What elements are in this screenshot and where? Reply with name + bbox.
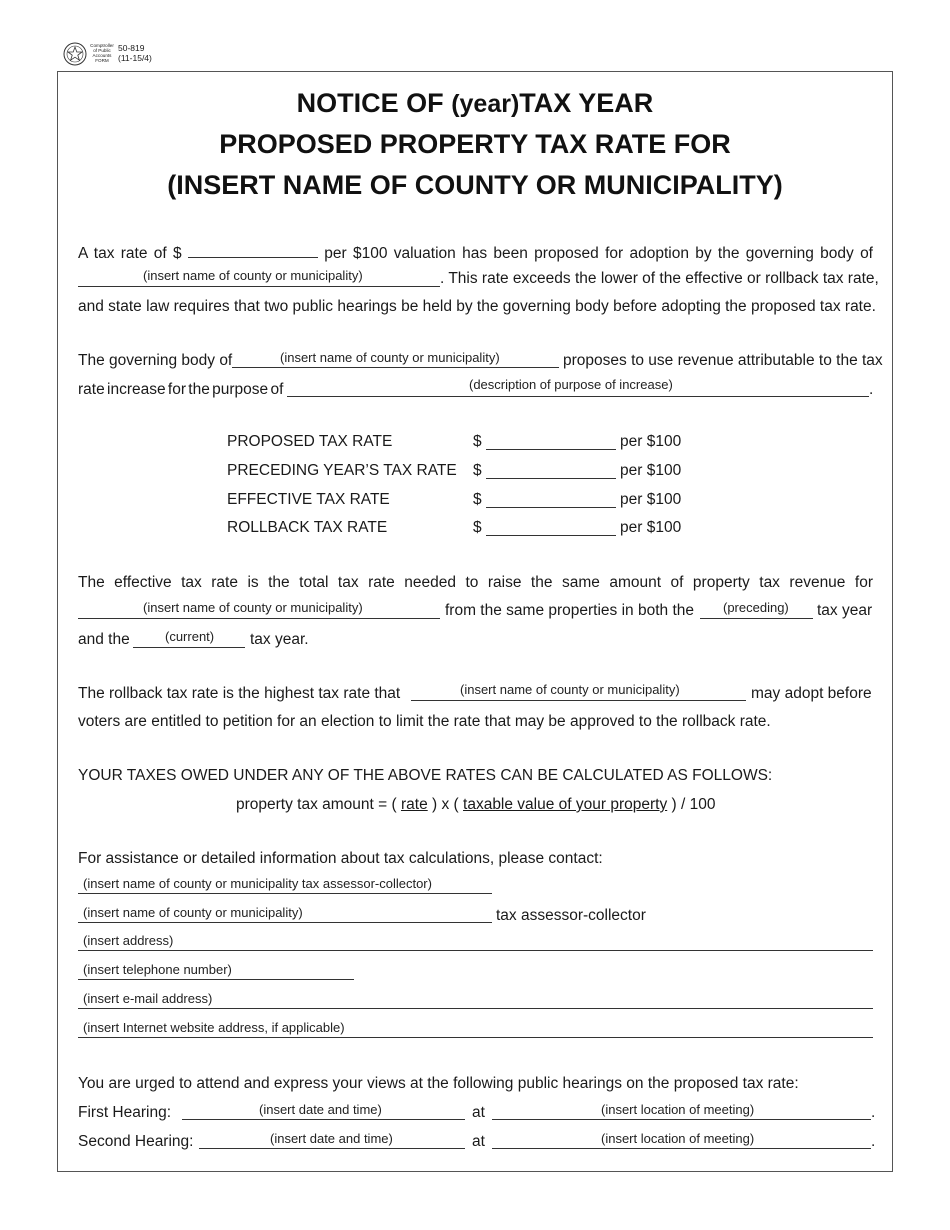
rate-currency: $ bbox=[473, 462, 482, 479]
para2-period: . bbox=[869, 381, 874, 398]
contact-assessor-title: tax assessor-collector bbox=[496, 907, 646, 924]
second-hearing-location-hint: (insert location of meeting) bbox=[601, 1131, 755, 1146]
rate-unit: per $100 bbox=[620, 519, 682, 536]
first-hearing-period: . bbox=[871, 1104, 876, 1121]
para2-entity-hint: (insert name of county or municipality) bbox=[280, 350, 500, 365]
formula-mid: ) x ( bbox=[427, 796, 464, 813]
rate-input-effective[interactable] bbox=[486, 507, 616, 508]
para3-tax-year-end: tax year. bbox=[250, 631, 309, 648]
agency-name: Comptroller of Public Accounts FORM bbox=[90, 43, 114, 63]
formula-prefix: property tax amount = ( bbox=[236, 796, 401, 813]
para3-entity-line[interactable] bbox=[78, 618, 440, 619]
first-hearing-at: at bbox=[472, 1104, 485, 1121]
para2-prefix: The governing body of bbox=[78, 352, 233, 369]
para1-entity-hint: (insert name of county or municipality) bbox=[143, 268, 363, 283]
para1-prefix: A tax rate of $ bbox=[78, 245, 182, 262]
para1-entity-line[interactable] bbox=[78, 286, 440, 287]
contact-address-line[interactable] bbox=[78, 950, 873, 951]
rate-unit: per $100 bbox=[620, 462, 682, 479]
contact-assessor-name-hint: (insert name of county or municipality tax assessor-collector) bbox=[83, 876, 432, 891]
rate-unit: per $100 bbox=[620, 491, 682, 508]
comptroller-seal-icon bbox=[63, 42, 87, 66]
form-frame bbox=[57, 71, 893, 1172]
para3-mid: from the same properties in both the bbox=[445, 602, 694, 619]
title-year-placeholder: (year) bbox=[451, 90, 520, 118]
title-tax-year: TAX YEAR bbox=[519, 88, 654, 118]
rate-input-rollback[interactable] bbox=[486, 535, 616, 536]
para1-line3: and state law requires that two public hearings be held by the governing body before adopting the proposed tax rate. bbox=[78, 298, 876, 315]
para3-current-line[interactable] bbox=[133, 647, 245, 648]
second-hearing-period: . bbox=[871, 1133, 876, 1150]
formula-taxable-value: taxable value of your property bbox=[463, 796, 668, 813]
contact-website-line[interactable] bbox=[78, 1037, 873, 1038]
tax-rate-blank[interactable] bbox=[188, 241, 318, 258]
para2-purpose-line[interactable] bbox=[287, 396, 869, 397]
para2-suffix: proposes to use revenue attributable to the tax bbox=[563, 352, 883, 369]
rate-input-preceding[interactable] bbox=[486, 478, 616, 479]
para1-line2-text: . This rate exceeds the lower of the effective or rollback tax rate, bbox=[440, 270, 879, 287]
para3-preceding-hint: (preceding) bbox=[723, 600, 789, 615]
formula-expression bbox=[236, 796, 715, 814]
formula-heading: YOUR TAXES OWED UNDER ANY OF THE ABOVE RATES CAN BE CALCULATED AS FOLLOWS: bbox=[78, 767, 773, 784]
rate-label-rollback: ROLLBACK TAX RATE bbox=[227, 519, 388, 536]
para4-entity-hint: (insert name of county or municipality) bbox=[460, 682, 680, 697]
contact-assessor-name-line[interactable] bbox=[78, 893, 492, 894]
second-hearing-location-line[interactable] bbox=[492, 1148, 871, 1149]
para2-purpose-hint: (description of purpose of increase) bbox=[469, 377, 673, 392]
para3-tax-year: tax year bbox=[817, 602, 873, 619]
form-revision: (11-15/4) bbox=[118, 53, 152, 63]
hearings-intro: You are urged to attend and express your views at the following public hearings on the proposed tax rate: bbox=[78, 1075, 799, 1092]
rate-currency: $ bbox=[473, 519, 482, 536]
para1-middle: per $100 valuation has been proposed for adoption by the governing body of bbox=[324, 245, 873, 262]
contact-email-line[interactable] bbox=[78, 1008, 873, 1009]
rate-currency: $ bbox=[473, 491, 482, 508]
para3-preceding-line[interactable] bbox=[700, 618, 813, 619]
form-number-value: 50-819 bbox=[118, 43, 145, 53]
contact-entity-name-line[interactable] bbox=[78, 922, 492, 923]
contact-website-hint: (insert Internet website address, if applicable) bbox=[83, 1020, 345, 1035]
para4-prefix: The rollback tax rate is the highest tax rate that bbox=[78, 685, 401, 702]
para4-entity-line[interactable] bbox=[411, 700, 746, 701]
first-hearing-label: First Hearing: bbox=[78, 1104, 172, 1121]
title-notice: NOTICE OF bbox=[296, 88, 444, 118]
form-header bbox=[63, 42, 152, 66]
para4-line2: voters are entitled to petition for an election to limit the rate that may be approved to the rollback rate. bbox=[78, 713, 771, 730]
para1-line1 bbox=[78, 241, 873, 263]
para3-current-hint: (current) bbox=[165, 629, 215, 644]
contact-email-hint: (insert e-mail address) bbox=[83, 991, 213, 1006]
contact-phone-hint: (insert telephone number) bbox=[83, 962, 232, 977]
first-hearing-date-hint: (insert date and time) bbox=[259, 1102, 382, 1117]
formula-rate: rate bbox=[400, 796, 428, 813]
title-line-1 bbox=[57, 88, 893, 119]
rate-currency: $ bbox=[473, 433, 482, 450]
rate-input-proposed[interactable] bbox=[486, 449, 616, 450]
title-line-2: PROPOSED PROPERTY TAX RATE FOR bbox=[219, 129, 731, 159]
title-line-3: (INSERT NAME OF COUNTY OR MUNICIPALITY) bbox=[167, 170, 783, 200]
rate-label-proposed: PROPOSED TAX RATE bbox=[227, 433, 393, 450]
formula-suffix: ) / 100 bbox=[667, 796, 716, 813]
second-hearing-date-line[interactable] bbox=[199, 1148, 465, 1149]
contact-intro: For assistance or detailed information about tax calculations, please contact: bbox=[78, 850, 603, 867]
second-hearing-label: Second Hearing: bbox=[78, 1133, 194, 1150]
para3-line1: The effective tax rate is the total tax rate needed to raise the same amount of property tax revenue for bbox=[78, 574, 873, 591]
para4-suffix: may adopt before bbox=[751, 685, 872, 702]
rate-unit: per $100 bbox=[620, 433, 682, 450]
rate-label-effective: EFFECTIVE TAX RATE bbox=[227, 491, 390, 508]
contact-entity-name-hint: (insert name of county or municipality) bbox=[83, 905, 303, 920]
para3-and-the: and the bbox=[78, 631, 130, 648]
para2-line2-prefix: rate increase for the purpose of bbox=[78, 381, 284, 398]
first-hearing-location-hint: (insert location of meeting) bbox=[601, 1102, 755, 1117]
contact-phone-line[interactable] bbox=[78, 979, 354, 980]
form-number bbox=[118, 43, 152, 63]
contact-address-hint: (insert address) bbox=[83, 933, 174, 948]
para2-entity-line[interactable] bbox=[232, 367, 559, 368]
para3-entity-hint: (insert name of county or municipality) bbox=[143, 600, 363, 615]
first-hearing-location-line[interactable] bbox=[492, 1119, 871, 1120]
first-hearing-date-line[interactable] bbox=[182, 1119, 465, 1120]
rate-label-preceding: PRECEDING YEAR’S TAX RATE bbox=[227, 462, 457, 479]
second-hearing-date-hint: (insert date and time) bbox=[270, 1131, 393, 1146]
second-hearing-at: at bbox=[472, 1133, 485, 1150]
